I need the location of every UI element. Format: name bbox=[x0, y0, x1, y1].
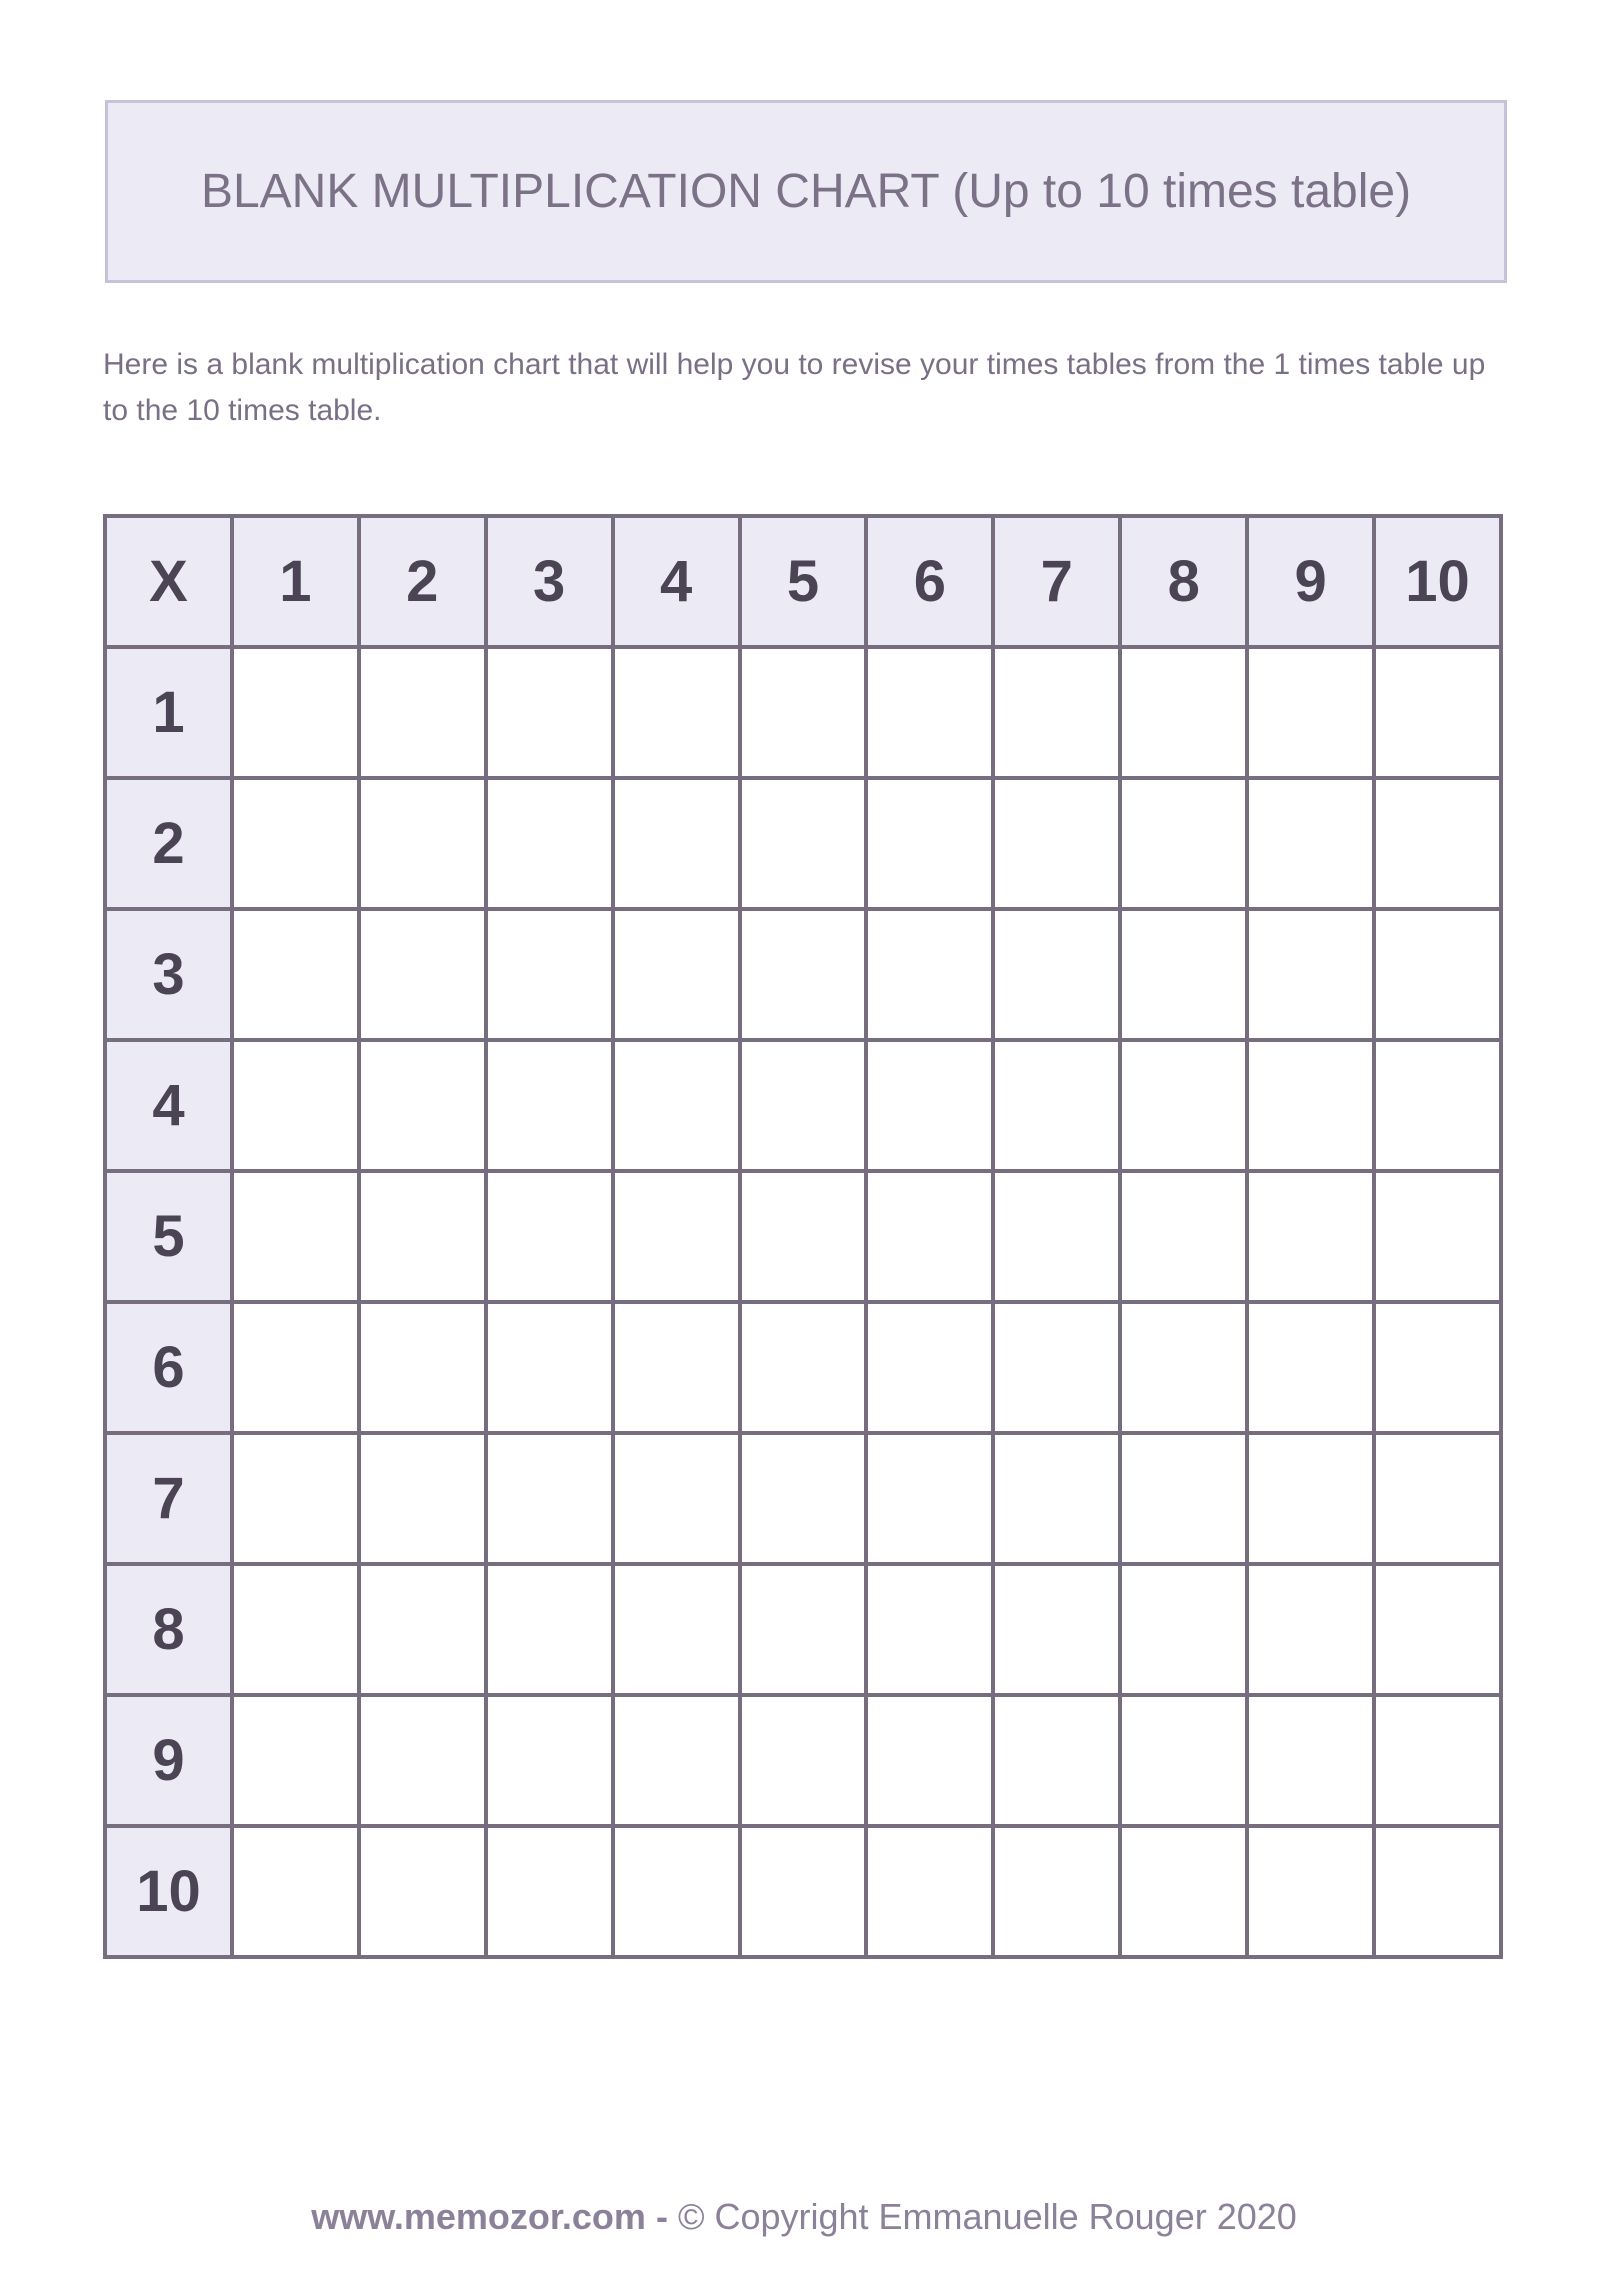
empty-cell-6x4 bbox=[613, 1302, 740, 1433]
empty-cell-8x5 bbox=[740, 1564, 867, 1695]
empty-cell-9x2 bbox=[359, 1695, 486, 1826]
table-row bbox=[105, 1171, 1501, 1302]
column-header-10: 10 bbox=[1374, 516, 1501, 647]
empty-cell-4x4 bbox=[613, 1040, 740, 1171]
empty-cell-5x7 bbox=[993, 1171, 1120, 1302]
empty-cell-6x8 bbox=[1120, 1302, 1247, 1433]
empty-cell-6x1 bbox=[232, 1302, 359, 1433]
empty-cell-4x6 bbox=[866, 1040, 993, 1171]
empty-cell-9x9 bbox=[1247, 1695, 1374, 1826]
empty-cell-2x9 bbox=[1247, 778, 1374, 909]
footer-separator: - bbox=[645, 2196, 678, 2237]
empty-cell-4x8 bbox=[1120, 1040, 1247, 1171]
empty-cell-9x1 bbox=[232, 1695, 359, 1826]
empty-cell-7x4 bbox=[613, 1433, 740, 1564]
row-header-1: 1 bbox=[105, 647, 232, 778]
row-header-3: 3 bbox=[105, 909, 232, 1040]
column-header-6: 6 bbox=[866, 516, 993, 647]
empty-cell-3x7 bbox=[993, 909, 1120, 1040]
empty-cell-1x1 bbox=[232, 647, 359, 778]
footer-copyright: © Copyright Emmanuelle Rouger 2020 bbox=[677, 2196, 1297, 2237]
empty-cell-9x5 bbox=[740, 1695, 867, 1826]
empty-cell-2x6 bbox=[866, 778, 993, 909]
empty-cell-5x10 bbox=[1374, 1171, 1501, 1302]
empty-cell-7x2 bbox=[359, 1433, 486, 1564]
empty-cell-1x9 bbox=[1247, 647, 1374, 778]
empty-cell-5x6 bbox=[866, 1171, 993, 1302]
table-body bbox=[105, 647, 1501, 1957]
page-description: Here is a blank multiplication chart that will help you to revise your times tables from the 1 times table up to the 10 times table. bbox=[103, 348, 1486, 427]
row-header-10: 10 bbox=[105, 1826, 232, 1957]
empty-cell-10x2 bbox=[359, 1826, 486, 1957]
column-header-3: 3 bbox=[486, 516, 613, 647]
empty-cell-9x6 bbox=[866, 1695, 993, 1826]
empty-cell-5x4 bbox=[613, 1171, 740, 1302]
empty-cell-5x3 bbox=[486, 1171, 613, 1302]
empty-cell-5x5 bbox=[740, 1171, 867, 1302]
empty-cell-3x9 bbox=[1247, 909, 1374, 1040]
empty-cell-8x10 bbox=[1374, 1564, 1501, 1695]
column-header-2: 2 bbox=[359, 516, 486, 647]
footer bbox=[0, 2196, 1608, 2238]
empty-cell-4x10 bbox=[1374, 1040, 1501, 1171]
empty-cell-8x3 bbox=[486, 1564, 613, 1695]
empty-cell-2x4 bbox=[613, 778, 740, 909]
empty-cell-4x9 bbox=[1247, 1040, 1374, 1171]
empty-cell-3x2 bbox=[359, 909, 486, 1040]
empty-cell-1x3 bbox=[486, 647, 613, 778]
empty-cell-6x3 bbox=[486, 1302, 613, 1433]
empty-cell-9x4 bbox=[613, 1695, 740, 1826]
column-header-4: 4 bbox=[613, 516, 740, 647]
table-row bbox=[105, 1564, 1501, 1695]
empty-cell-1x7 bbox=[993, 647, 1120, 778]
empty-cell-10x6 bbox=[866, 1826, 993, 1957]
footer-site-link[interactable]: www.memozor.com bbox=[311, 2196, 646, 2237]
row-header-6: 6 bbox=[105, 1302, 232, 1433]
column-header-5: 5 bbox=[740, 516, 867, 647]
table-row bbox=[105, 1433, 1501, 1564]
empty-cell-7x5 bbox=[740, 1433, 867, 1564]
empty-cell-7x1 bbox=[232, 1433, 359, 1564]
table-row bbox=[105, 909, 1501, 1040]
table-row bbox=[105, 778, 1501, 909]
row-header-4: 4 bbox=[105, 1040, 232, 1171]
empty-cell-8x6 bbox=[866, 1564, 993, 1695]
empty-cell-2x10 bbox=[1374, 778, 1501, 909]
empty-cell-4x3 bbox=[486, 1040, 613, 1171]
empty-cell-6x9 bbox=[1247, 1302, 1374, 1433]
column-header-1: 1 bbox=[232, 516, 359, 647]
empty-cell-3x6 bbox=[866, 909, 993, 1040]
empty-cell-10x3 bbox=[486, 1826, 613, 1957]
empty-cell-1x6 bbox=[866, 647, 993, 778]
empty-cell-10x5 bbox=[740, 1826, 867, 1957]
empty-cell-2x7 bbox=[993, 778, 1120, 909]
row-header-9: 9 bbox=[105, 1695, 232, 1826]
empty-cell-8x2 bbox=[359, 1564, 486, 1695]
table-header-row bbox=[105, 516, 1501, 647]
row-header-7: 7 bbox=[105, 1433, 232, 1564]
empty-cell-7x8 bbox=[1120, 1433, 1247, 1564]
empty-cell-4x7 bbox=[993, 1040, 1120, 1171]
empty-cell-7x6 bbox=[866, 1433, 993, 1564]
empty-cell-2x2 bbox=[359, 778, 486, 909]
empty-cell-3x1 bbox=[232, 909, 359, 1040]
table-row bbox=[105, 647, 1501, 778]
empty-cell-8x7 bbox=[993, 1564, 1120, 1695]
table-row bbox=[105, 1826, 1501, 1957]
empty-cell-1x5 bbox=[740, 647, 867, 778]
empty-cell-4x2 bbox=[359, 1040, 486, 1171]
empty-cell-4x5 bbox=[740, 1040, 867, 1171]
empty-cell-7x9 bbox=[1247, 1433, 1374, 1564]
empty-cell-9x3 bbox=[486, 1695, 613, 1826]
row-header-8: 8 bbox=[105, 1564, 232, 1695]
empty-cell-7x10 bbox=[1374, 1433, 1501, 1564]
empty-cell-7x3 bbox=[486, 1433, 613, 1564]
empty-cell-3x4 bbox=[613, 909, 740, 1040]
empty-cell-2x8 bbox=[1120, 778, 1247, 909]
empty-cell-3x5 bbox=[740, 909, 867, 1040]
empty-cell-10x9 bbox=[1247, 1826, 1374, 1957]
empty-cell-3x8 bbox=[1120, 909, 1247, 1040]
column-header-8: 8 bbox=[1120, 516, 1247, 647]
table-row bbox=[105, 1040, 1501, 1171]
empty-cell-2x3 bbox=[486, 778, 613, 909]
empty-cell-4x1 bbox=[232, 1040, 359, 1171]
empty-cell-6x7 bbox=[993, 1302, 1120, 1433]
empty-cell-2x5 bbox=[740, 778, 867, 909]
operator-corner-cell: X bbox=[105, 516, 232, 647]
empty-cell-9x7 bbox=[993, 1695, 1120, 1826]
empty-cell-8x8 bbox=[1120, 1564, 1247, 1695]
empty-cell-3x10 bbox=[1374, 909, 1501, 1040]
row-header-5: 5 bbox=[105, 1171, 232, 1302]
empty-cell-5x2 bbox=[359, 1171, 486, 1302]
empty-cell-5x9 bbox=[1247, 1171, 1374, 1302]
empty-cell-2x1 bbox=[232, 778, 359, 909]
empty-cell-1x10 bbox=[1374, 647, 1501, 778]
row-header-2: 2 bbox=[105, 778, 232, 909]
column-header-7: 7 bbox=[993, 516, 1120, 647]
table-row bbox=[105, 1302, 1501, 1433]
empty-cell-10x1 bbox=[232, 1826, 359, 1957]
empty-cell-6x5 bbox=[740, 1302, 867, 1433]
empty-cell-6x6 bbox=[866, 1302, 993, 1433]
empty-cell-8x4 bbox=[613, 1564, 740, 1695]
empty-cell-9x8 bbox=[1120, 1695, 1247, 1826]
empty-cell-10x10 bbox=[1374, 1826, 1501, 1957]
empty-cell-8x1 bbox=[232, 1564, 359, 1695]
empty-cell-3x3 bbox=[486, 909, 613, 1040]
empty-cell-6x2 bbox=[359, 1302, 486, 1433]
empty-cell-9x10 bbox=[1374, 1695, 1501, 1826]
multiplication-table bbox=[103, 514, 1503, 1959]
title-box bbox=[105, 100, 1507, 283]
empty-cell-10x4 bbox=[613, 1826, 740, 1957]
table-row bbox=[105, 1695, 1501, 1826]
empty-cell-5x1 bbox=[232, 1171, 359, 1302]
column-header-9: 9 bbox=[1247, 516, 1374, 647]
empty-cell-1x2 bbox=[359, 647, 486, 778]
empty-cell-5x8 bbox=[1120, 1171, 1247, 1302]
empty-cell-1x8 bbox=[1120, 647, 1247, 778]
empty-cell-1x4 bbox=[613, 647, 740, 778]
empty-cell-6x10 bbox=[1374, 1302, 1501, 1433]
empty-cell-10x7 bbox=[993, 1826, 1120, 1957]
empty-cell-7x7 bbox=[993, 1433, 1120, 1564]
page-title: BLANK MULTIPLICATION CHART (Up to 10 times table) bbox=[200, 165, 1412, 218]
empty-cell-8x9 bbox=[1247, 1564, 1374, 1695]
empty-cell-10x8 bbox=[1120, 1826, 1247, 1957]
